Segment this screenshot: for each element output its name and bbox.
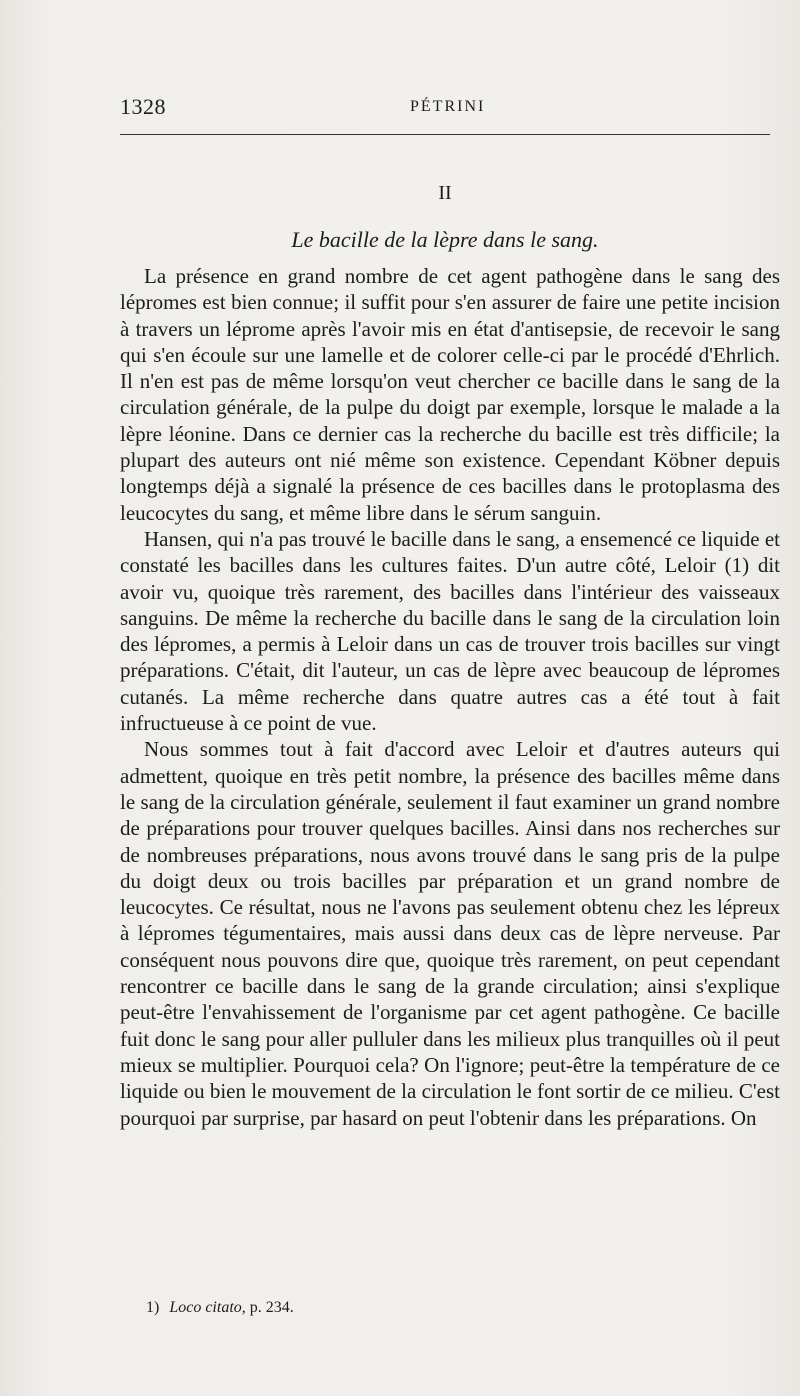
footnote-page: p. 234. [249, 1299, 294, 1316]
page-number: 1328 [120, 94, 166, 119]
header-rule [120, 134, 770, 135]
body-text [120, 263, 780, 1131]
paragraph-3: Nous sommes tout à fait d'accord avec Leloir et d'autres auteurs qui admettent, quoique en très petit nombre, la présence des bacilles même dans le sang de la circulation générale, seulement il faut examiner un grand nombre de préparations pour trouver quelques bacilles. Ainsi dans nos recherches sur de nombreuses préparations, nous avons trouvé dans le sang pris de la pulpe du doigt deux ou trois bacilles par préparation et un grand nombre de leucocytes. Ce résultat, nous ne l'avons pas seulement obtenu chez les lépreux à lépromes tégumentaires, mais aussi dans deux cas de lèpre nerveuse. Par conséquent nous pouvons dire que, quoique très rarement, on peut cependant rencontrer ce bacille dans le sang de la grande circulation; ainsi s'explique peut-être l'envahissement de l'organisme par cet agent pathogène. Ce bacille fuit donc le sang pour aller pulluler dans les milieux plus tranquilles où il peut mieux se multiplier. Pourquoi cela? On l'ignore; peut-être la température de ce liquide ou bien le mouvement de la circulation le font sortir de ce milieu. C'est pourquoi par surprise, par hasard on peut l'obtenir dans les préparations. On [120, 737, 780, 1130]
page-header [120, 94, 770, 124]
section-title: Le bacille de la lèpre dans le sang. [291, 227, 599, 252]
footnote [146, 1299, 746, 1317]
running-head: PÉTRINI [410, 98, 486, 115]
footnote-mark: 1) [146, 1299, 160, 1316]
paragraph-1: La présence en grand nombre de cet agent pathogène dans le sang des lépromes est bien connue; il suffit pour s'en assurer de faire une petite incision à travers un léprome après l'avoir mis en état d'antisepsie, de recevoir le sang qui s'en écoule sur une lamelle et de colorer celle-ci par le procédé d'Ehrlich. Il n'en est pas de même lorsqu'on veut chercher ce bacille dans le sang de la circulation générale, de la pulpe du doigt par exemple, lorsque le malade a la lèpre léonine. Dans ce dernier cas la recherche du bacille est très difficile; la plupart des auteurs ont nié même son existence. Cependant Köbner depuis longtemps déjà a signalé la présence de ces bacilles dans le protoplasma des leucocytes du sang, et même libre dans le sérum sanguin. [120, 264, 780, 525]
section-number: II [438, 182, 452, 204]
footnote-source: Loco citato, [169, 1299, 246, 1316]
paragraph-2: Hansen, qui n'a pas trouvé le bacille dans le sang, a ensemencé ce liquide et constaté les bacilles dans les cultures faites. D'un autre côté, Leloir (1) dit avoir vu, quoique très rarement, des bacilles dans l'intérieur des vaisseaux sanguins. De même la recherche du bacille dans le sang de la circulation loin des lépromes, a permis à Leloir dans un cas de trouver trois bacilles sur vingt préparations. C'était, dit l'auteur, un cas de lèpre avec beaucoup de lépromes cutanés. La même recherche dans quatre autres cas a été tout à fait infructueuse à ce point de vue. [120, 526, 780, 736]
